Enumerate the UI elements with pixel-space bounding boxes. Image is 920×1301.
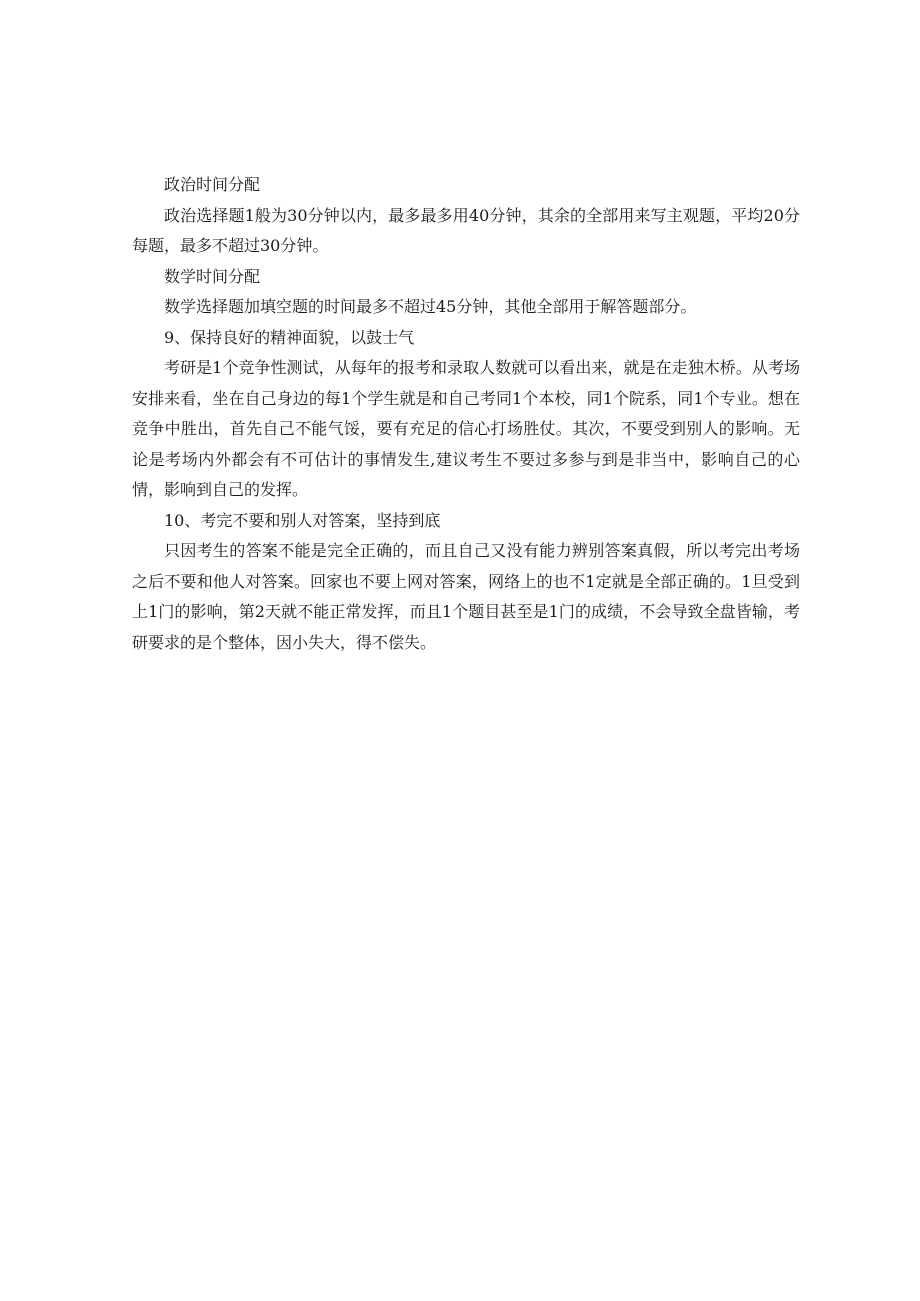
heading-politics-time: 政治时间分配 [164,175,261,194]
heading-math-time: 数学时间分配 [164,266,261,286]
paragraph-section-9: 考研是1个竞争性测试，从每年的报考和录取人数就可以看出来，就是在走独木桥。从考场安排来看，坐在自己身边的每1个学生就是和自己考同1个本校，同1个院系，同1个专业。想在竞争中胜出，首先自己不能气馁，要有充足的信心打场胜仗。其次，不要受到别人的影响。无论是考场内外都会有不可估计的事情发生,建议考生不要过多参与到是非当中，影响自己的心情，影响到自己的发挥。 [132,358,800,499]
paragraph-math-time: 数学选择题加填空题的时间最多不超过45分钟，其他全部用于解答题部分。 [164,297,697,316]
heading-section-9: 9、保持良好的精神面貌，以鼓士气 [164,327,415,347]
paragraph-politics-time: 政治选择题1般为30分钟以内，最多最多用40分钟，其余的全部用来写主观题，平均20分每题，最多不超过30分钟。 [132,205,800,255]
heading-section-10: 10、考完不要和别人对答案，坚持到底 [164,510,441,530]
paragraph-section-10: 只因考生的答案不能是完全正确的，而且自己又没有能力辨别答案真假，所以考完出考场之后不要和他人对答案。回家也不要上网对答案，网络上的也不1定就是全部正确的。1旦受到上1门的影响，第2天就不能正常发挥，而且1个题目甚至是1门的成绩，不会导致全盘皆输，考研要求的是个整体，因小失大，得不偿失。 [132,541,800,652]
document-body [132,170,800,658]
